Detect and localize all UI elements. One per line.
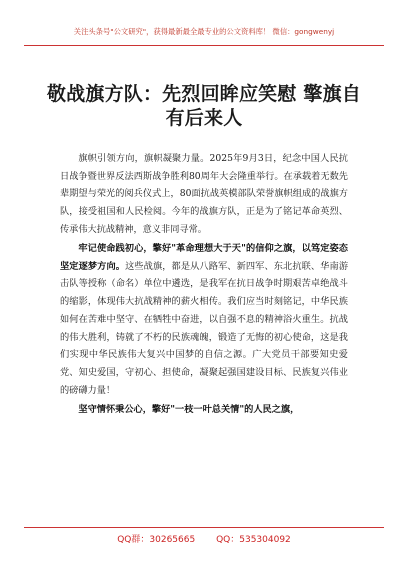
page-title: 敬战旗方队：先烈回眸应笑慰 擎旗自有后来人: [46, 83, 362, 129]
header-note: [24, 16, 384, 46]
footer-divider: [24, 527, 384, 528]
header-divider: [24, 45, 384, 46]
paragraph-lead: 坚守情怀秉公心，擎好"一枝一叶总关情"的人民之旗，: [78, 403, 300, 415]
paragraph: [60, 401, 348, 419]
paragraph-text: 旗帜引领方向，旗帜凝聚力量。2025年9月3日，纪念中国人民抗日战争暨世界反法西斯战争胜利80周年大会隆重举行。在承载着无数先辈期望与荣光的阅兵仪式上，80面抗战英模部队荣誉旗帜组成的战旗方队，接受祖国和人民检阅。今年的战旗方队，正是为了铭记革命英烈、传承伟大抗战精神，意义非同寻常。: [60, 153, 348, 235]
footer-qq-group: QQ群：30265665: [117, 535, 196, 545]
paragraph: [60, 240, 348, 399]
paragraph-lead: 牢记使命践初心，擎好"革命理想大于天"的信仰之旗，以笃定姿态坚定逐梦方向。: [60, 243, 348, 272]
paragraph: [60, 150, 348, 239]
article-body: [60, 150, 348, 420]
footer-qq: QQ：535304092: [216, 535, 291, 545]
footer: [0, 532, 408, 552]
header-note-text: 关注头条号"公文研究"，获得最新最全最专业的公文资料库！ 微信：gongwenyj: [73, 27, 335, 36]
paragraph-text: 这些战旗，都是从八路军、新四军、东北抗联、华南游击队等授称（命名）单位中遴选，是我军在抗日战争时期艰苦卓绝战斗的缩影，体现伟大抗战精神的薪火相传。我们应当时刻铭记，中华民族如何在苦难中坚守、在牺牲中奋进，以自强不息的精神浴火重生。抗战的伟大胜利，铸就了不朽的民族魂魄，锻造了无悔的初心使命，这是我们实现中华民族伟大复兴中国梦的自信之源。广大党员干部要知史爱党、知史爱国，守初心、担使命，凝聚起强国建设目标、民族复兴伟业的磅礴力量！: [60, 260, 349, 396]
